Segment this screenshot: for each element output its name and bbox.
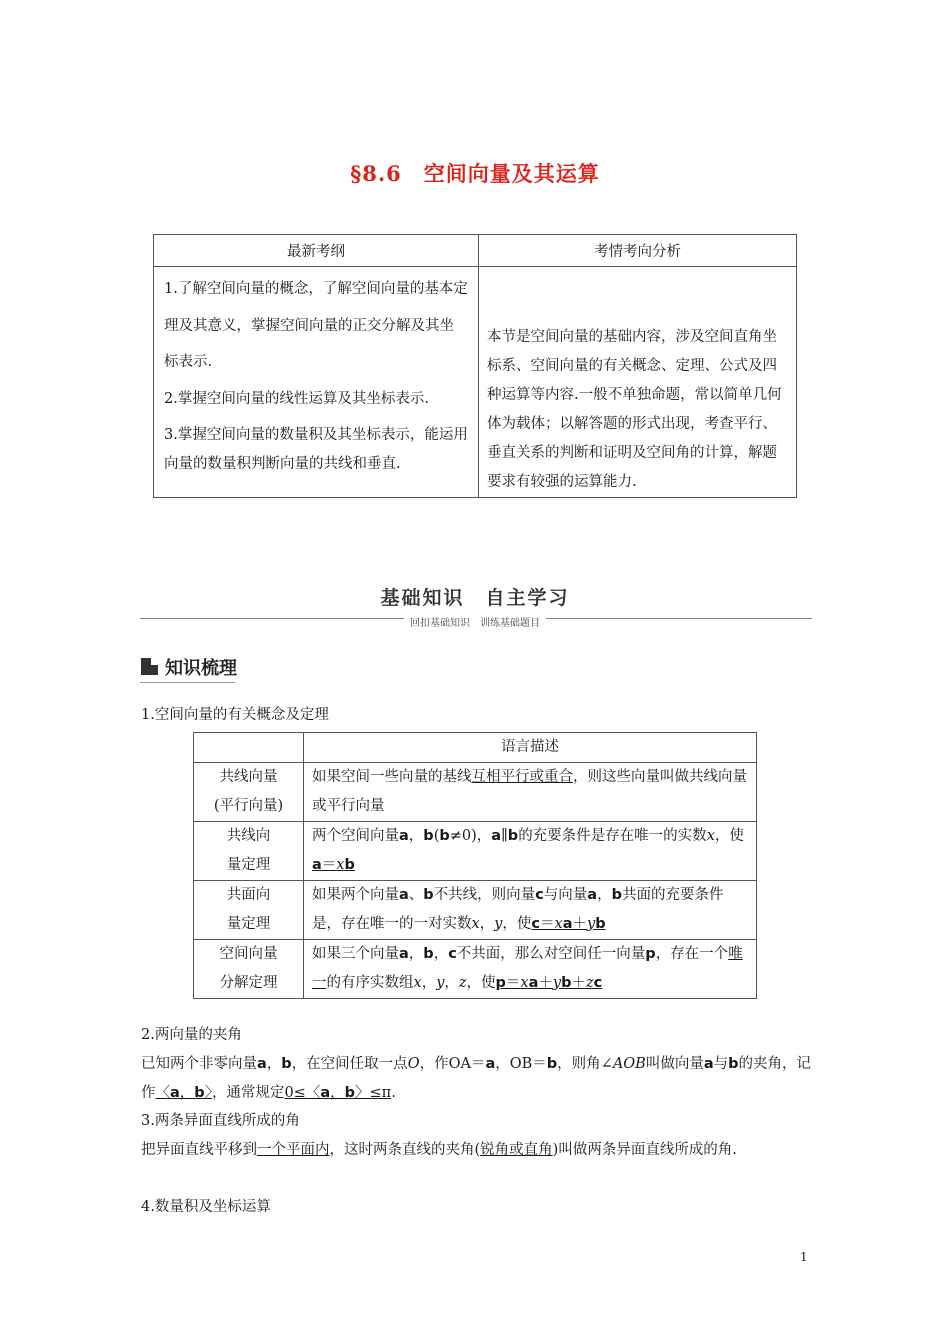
knowledge-underline [140, 682, 235, 683]
analysis-text: 本节是空间向量的基础内容，涉及空间直角坐标系、空间向量的有关概念、定理、公式及四种运算等内容.一般不单独命题，常以简单几何体为载体；以解答题的形式出现，考查平行、垂直关系的判断和证明及空间角的计算，解题要求有较强的运算能力. [479, 267, 797, 498]
syllabus-item: 1.了解空间向量的概念，了解空间向量的基本定理及其意义，掌握空间向量的正交分解及其坐标表示. [164, 281, 468, 370]
square-icon [141, 658, 158, 675]
item3-text: 把异面直线平移到一个平面内，这时两条直线的夹角(锐角或直角)叫做两条异面直线所成的角. [141, 1142, 737, 1158]
item1-title: 1.空间向量的有关概念及定理 [141, 707, 329, 723]
concept-name: 空间向量 分解定理 [194, 940, 304, 999]
syllabus-item: 3.掌握空间向量的数量积及其坐标表示，能运用向量的数量积判断向量的共线和垂直. [164, 427, 468, 472]
concept-desc: 两个空间向量a，b(b≠0)，a∥b的充要条件是存在唯一的实数x，使a＝xb [304, 822, 757, 881]
syllabus-header: 最新考纲 [154, 235, 479, 267]
syllabus-items [154, 267, 479, 498]
table-row [194, 822, 757, 881]
concept-desc: 如果两个向量a、b不共线，则向量c与向量a，b共面的充要条件是，存在唯一的一对实数x，y，使c＝xa＋yb [304, 881, 757, 940]
item2-title: 2.两向量的夹角 [141, 1027, 242, 1043]
knowledge-heading: 知识梳理 [165, 658, 237, 679]
syllabus-item: 2.掌握空间向量的线性运算及其坐标表示. [164, 390, 429, 407]
section-title: 基础知识 自主学习 [380, 587, 570, 609]
concept-table [193, 732, 757, 999]
page-title: §8.6 空间向量及其运算 [350, 161, 600, 186]
syllabus-table [153, 234, 797, 498]
analysis-header: 考情考向分析 [479, 235, 797, 267]
concept-header: 语言描述 [304, 733, 757, 763]
concept-name: 共面向 量定理 [194, 881, 304, 940]
concept-name: 共线向量 (平行向量) [194, 763, 304, 822]
item4-title: 4.数量积及坐标运算 [141, 1199, 271, 1215]
concept-desc: 如果空间一些向量的基线互相平行或重合，则这些向量叫做共线向量或平行向量 [304, 763, 757, 822]
table-row [194, 940, 757, 999]
concept-name: 共线向 量定理 [194, 822, 304, 881]
section-subtitle: 回扣基础知识 训练基础题目 [404, 618, 546, 629]
page-number: 1 [800, 1250, 808, 1264]
item2-text: 已知两个非零向量a，b，在空间任取一点O，作OA＝a，OB＝b，则角∠AOB叫做向量a与b的夹角，记作〈a，b〉，通常规定0≤〈a，b〉≤π. [141, 1056, 812, 1101]
item3-title: 3.两条异面直线所成的角 [141, 1113, 300, 1129]
concept-corner-cell [194, 733, 304, 763]
table-row [194, 881, 757, 940]
section-subtitle-wrap [0, 611, 950, 630]
table-row [194, 763, 757, 822]
concept-desc: 如果三个向量a，b，c不共面，那么对空间任一向量p，存在一个唯一的有序实数组x，y，z，使p＝xa＋yb＋zc [304, 940, 757, 999]
